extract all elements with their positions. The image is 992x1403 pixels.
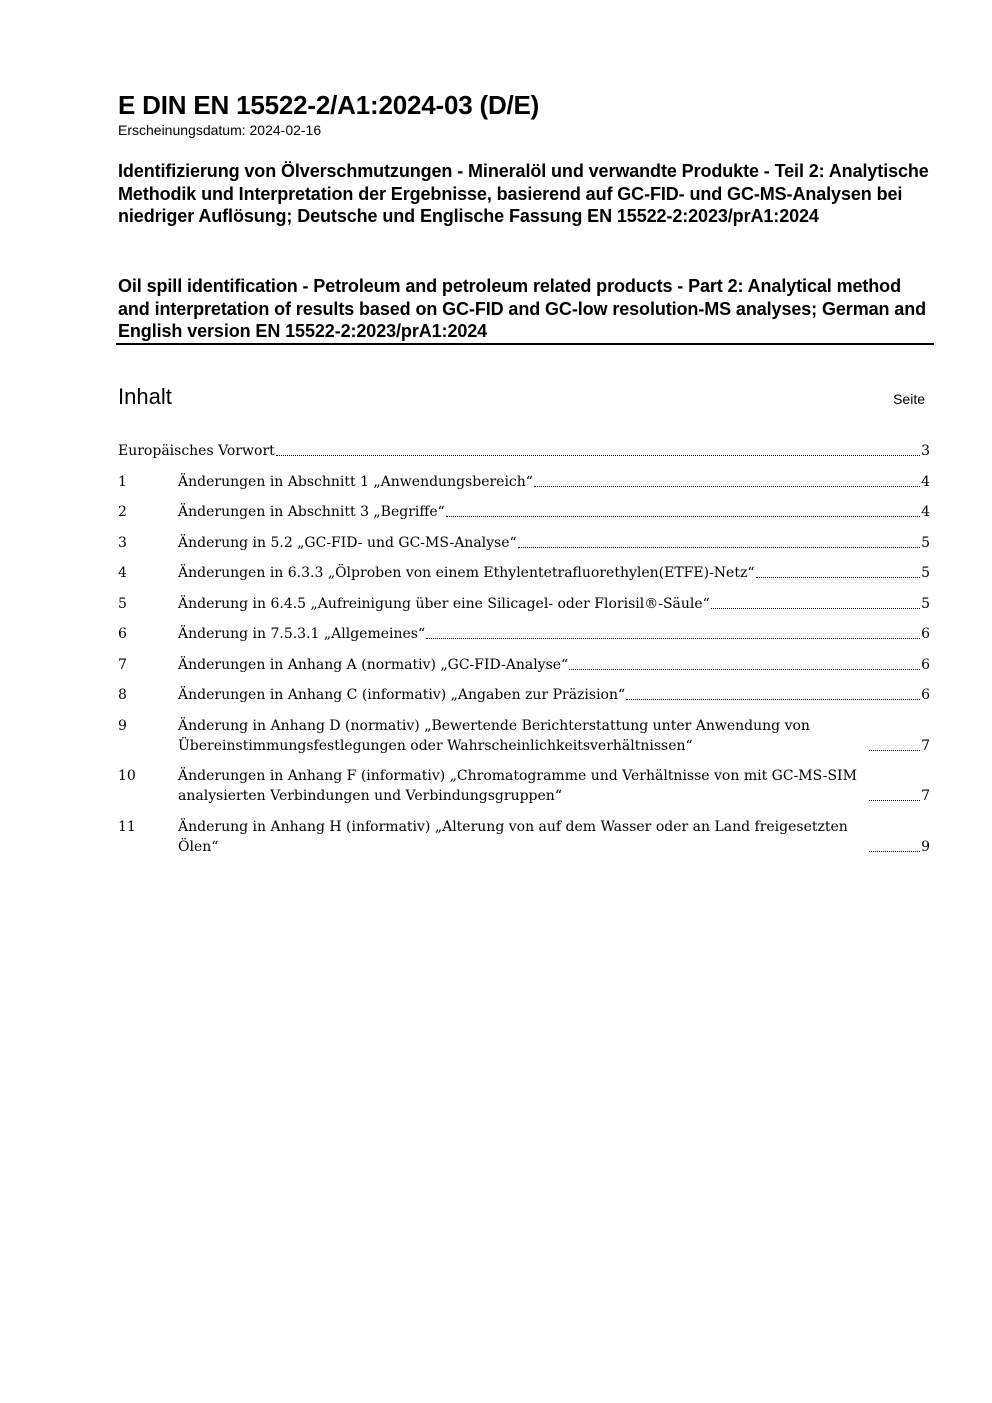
toc-entry-number: 3 <box>118 534 127 551</box>
toc-entry-label[interactable]: Änderungen in Abschnitt 1 „Anwendungsbereich“ <box>178 473 533 490</box>
toc-entry-label[interactable]: Änderungen in Anhang A (normativ) „GC-FID-Analyse“ <box>178 656 569 673</box>
title-divider <box>116 343 934 345</box>
toc-leader <box>756 577 921 578</box>
toc-entry-page: 4 <box>921 504 930 520</box>
toc-entry-page: 9 <box>921 838 930 855</box>
toc-entry-page: 4 <box>921 473 930 490</box>
toc-entry-label[interactable]: Änderungen in Abschnitt 3 „Begriffe“ <box>178 504 445 520</box>
toc-entry-page: 7 <box>921 788 930 804</box>
toc-entry-number: 5 <box>118 595 127 612</box>
toc-entry-label[interactable]: Änderungen in 6.3.3 „Ölproben von einem Ethylentetrafluorethylen(ETFE)-Netz“ <box>178 565 755 581</box>
document-id: E DIN EN 15522-2/A1:2024-03 (D/E) <box>118 90 540 120</box>
toc-entry-label[interactable]: Änderungen in Anhang F (informativ) „Chromatogramme und Verhältnisse von mit GC-MS-SIM analysierten Verbindungen und Verbindungsgruppen“ <box>178 768 857 804</box>
toc-leader <box>869 851 920 852</box>
toc-entry-number: 6 <box>118 626 127 642</box>
toc-entry-label[interactable]: Änderung in 7.5.3.1 „Allgemeines“ <box>178 626 426 642</box>
toc-leader <box>569 669 920 670</box>
toc-entry-number: 2 <box>118 504 127 520</box>
toc-entry-label[interactable]: Änderung in Anhang D (normativ) „Bewertende Berichterstattung unter Anwendung von Übereinstimmungsfestlegungen oder Wahrscheinlichkeitsverhältnissen“ <box>178 717 810 754</box>
toc-entry[interactable] <box>118 817 930 857</box>
toc-leader <box>446 516 920 517</box>
toc-entry-number: 4 <box>118 565 127 581</box>
toc-entry-page: 5 <box>921 595 930 612</box>
toc-entry[interactable] <box>118 766 930 806</box>
toc-heading: Inhalt <box>118 384 172 409</box>
toc-entry[interactable] <box>118 502 930 522</box>
toc-entry-label[interactable]: Änderung in 6.4.5 „Aufreinigung über eine Silicagel- oder Florisil®-Säule“ <box>178 595 710 612</box>
toc-entry-label[interactable]: Änderung in 5.2 „GC-FID- und GC-MS-Analyse“ <box>178 534 517 551</box>
toc-entry[interactable] <box>118 655 930 675</box>
toc-entry-page: 3 <box>921 443 930 459</box>
toc-entry[interactable] <box>118 624 930 644</box>
toc-entry[interactable] <box>118 441 930 461</box>
toc-entry-number: 9 <box>118 717 127 734</box>
toc-entry-label[interactable]: Änderung in Anhang H (informativ) „Alterung von auf dem Wasser oder an Land freigesetzten Ölen“ <box>178 818 848 855</box>
toc-leader <box>869 750 920 751</box>
table-of-contents <box>118 441 930 867</box>
title-english: Oil spill identification - Petroleum and petroleum related products - Part 2: Analytical method and interpretation of results based on GC-FID and GC-low resolution-MS analyses; German and English version EN 15522-2:2023/prA1:2024 <box>118 276 927 341</box>
toc-entry[interactable] <box>118 472 930 492</box>
toc-leader <box>869 800 920 801</box>
toc-entry-number: 1 <box>118 473 127 490</box>
toc-entry-label[interactable]: Änderungen in Anhang C (informativ) „Angaben zur Präzision“ <box>178 687 626 703</box>
toc-leader <box>426 638 920 639</box>
toc-entry-page: 6 <box>921 687 930 703</box>
toc-entry-page: 6 <box>921 626 930 642</box>
toc-entry-number: 8 <box>118 687 127 703</box>
toc-leader <box>711 608 920 609</box>
toc-leader <box>534 486 920 487</box>
toc-leader <box>626 699 920 700</box>
toc-entry[interactable] <box>118 685 930 705</box>
toc-leader <box>518 547 920 548</box>
toc-entry-number: 11 <box>118 818 136 835</box>
toc-entry[interactable] <box>118 533 930 553</box>
toc-entry[interactable] <box>118 563 930 583</box>
toc-entry-page: 6 <box>921 656 930 673</box>
toc-entry-page: 5 <box>921 534 930 551</box>
toc-entry-number: 10 <box>118 768 136 784</box>
title-german: Identifizierung von Ölverschmutzungen - Mineralöl und verwandte Produkte - Teil 2: Analytische Methodik und Interpretation der Ergebnisse, basierend auf GC-FID- und GC-MS-Analysen bei niedriger Auflösung; Deutsche und Englische Fassung EN 15522-2:2023/prA1:2024 <box>118 161 929 226</box>
toc-entry-page: 7 <box>921 737 930 754</box>
toc-leader <box>276 455 920 456</box>
toc-entry[interactable] <box>118 716 930 756</box>
toc-page-column-label: Seite <box>893 391 925 407</box>
toc-entry[interactable] <box>118 594 930 614</box>
publication-date: Erscheinungsdatum: 2024-02-16 <box>118 122 322 138</box>
toc-entry-label[interactable]: Europäisches Vorwort <box>118 443 275 459</box>
toc-entry-page: 5 <box>921 565 930 581</box>
toc-entry-number: 7 <box>118 656 127 673</box>
